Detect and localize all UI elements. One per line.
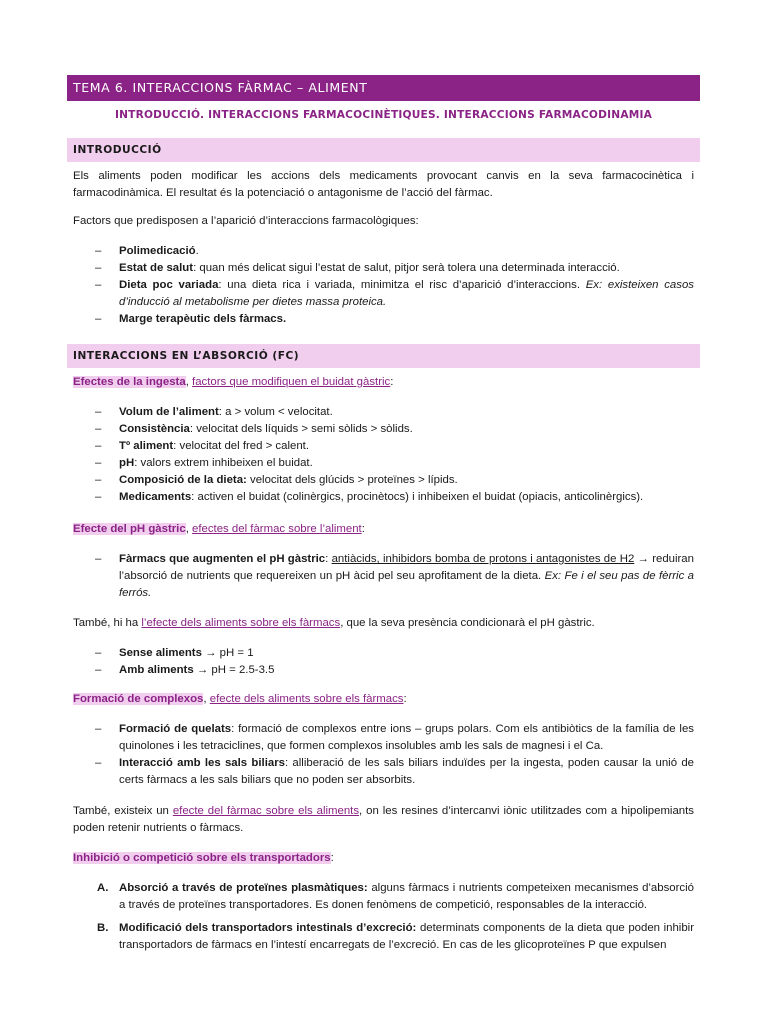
- list-item: – Marge terapèutic dels fàrmacs.: [73, 311, 694, 328]
- list-item: – Consistència: velocitat dels líquids > semi sòlids > sòlids.: [95, 423, 413, 435]
- transport-list: [73, 880, 694, 954]
- chapter-title: TEMA 6. INTERACCIONS FÀRMAC – ALIMENT: [67, 75, 700, 101]
- list-item: – Fàrmacs que augmenten el pH gàstric: antiàcids, inhibidors bomba de protons i antagonistes de H2 → reduiran l’absorció de nutrients que requereixen un pH àcid pel seu aprofitament de la dieta. Ex: Fe i el seu pas de fèrric a ferrós.: [95, 553, 694, 599]
- list-item: – Dieta poc variada: una dieta rica i variada, minimitza el risc d’aparició d’interaccions. Ex: existeixen casos d’inducció al metabolisme per dietes massa proteica.: [95, 279, 694, 308]
- list-item: – Polimedicació.: [73, 243, 694, 260]
- inline-link[interactable]: efecte del fàrmac sobre els aliments: [172, 805, 360, 817]
- ph-also-paragraph: També, hi ha l’efecte dels aliments sobre els fàrmacs, que la seva presència condicionarà el pH gàstric.: [73, 617, 595, 629]
- section-heading-absorcio: INTERACCIONS EN L’ABSORCIÓ (FC): [67, 344, 700, 368]
- intro-paragraph: Els aliments poden modificar les accions dels medicaments provocant canvis en la seva farmacocinètica i farmacodinàmica. El resultat és la potenciació o antagonisme de l’acció del fàrmac.: [73, 170, 694, 199]
- bullet-dash: –: [95, 313, 102, 325]
- ingesta-heading: Efectes de la ingesta, factors que modifiquen el buidat gàstric:: [73, 376, 394, 388]
- bullet-dash: –: [95, 245, 102, 257]
- highlight-label: Efectes de la ingesta: [73, 376, 186, 388]
- list-item: – Interacció amb les sals biliars: alliberació de les sals biliars induïdes per la ingesta, poden causar la unió de certs fàrmacs a les sals biliars que no poden ser absorbits.: [95, 757, 694, 786]
- highlight-label: Efecte del pH gàstric: [73, 523, 186, 535]
- inline-link[interactable]: l’efecte dels aliments sobre els fàrmacs: [141, 617, 341, 629]
- list-item: – Formació de quelats: formació de complexos entre ions – grups polars. Com els antibiòtics de la família de les quinolones i les tetraciclines, que formen complexos insolubles amb les sals de magnesi i el Ca.: [95, 723, 694, 752]
- list-item: – Medicaments: activen el buidat (colinèrgics, procinètocs) i inhibeixen el buidat (opiacis, anticolinèrgics).: [95, 491, 644, 503]
- list-item: – Composició de la dieta: velocitat dels glúcids > proteïnes > lípids.: [95, 474, 458, 486]
- ph-list: [73, 551, 694, 602]
- section-heading-introduccio: INTRODUCCIÓ: [67, 138, 700, 162]
- factors-list: [73, 243, 694, 328]
- inline-link[interactable]: efecte dels aliments sobre els fàrmacs: [209, 693, 404, 705]
- inline-link[interactable]: factors que modifiquen el buidat gàstric: [192, 376, 391, 388]
- list-item: A. Absorció a través de proteïnes plasmàtiques: alguns fàrmacs i nutrients competeixen mecanismes d’absorció a través de proteïnes transportadores. Es donen fenòmens de competició, responsables de la interacció.: [97, 882, 694, 911]
- list-item: – pH: valors extrem inhibeixen el buidat.: [95, 457, 313, 469]
- factors-lead: Factors que predisposen a l’aparició d’interaccions farmacològiques:: [73, 215, 419, 227]
- complexes-also-paragraph: També, existeix un efecte del fàrmac sobre els aliments, on les resines d’intercanvi iònic utilitzades com a hipolipemiants poden retenir nutrients o fàrmacs.: [73, 805, 694, 834]
- transport-heading: Inhibició o competició sobre els transportadors:: [73, 852, 334, 864]
- list-item: – Volum de l’aliment: a > volum < velocitat.: [95, 406, 333, 418]
- list-item: – Tº aliment: velocitat del fred > calent.: [95, 440, 309, 452]
- inline-link[interactable]: efectes del fàrmac sobre l’aliment: [192, 523, 362, 535]
- complexes-heading: Formació de complexos, efecte dels aliments sobre els fàrmacs:: [73, 693, 407, 705]
- bullet-dash: –: [95, 279, 102, 291]
- highlight-label: Inhibició o competició sobre els transportadors: [73, 852, 331, 864]
- bullet-dash: –: [95, 262, 102, 274]
- complexes-list: [73, 721, 694, 789]
- list-item: – Amb aliments → pH = 2.5-3.5: [95, 664, 275, 676]
- ph-cases-list: [73, 645, 694, 679]
- ph-heading: Efecte del pH gàstric, efectes del fàrmac sobre l’aliment:: [73, 523, 365, 535]
- list-item: – Estat de salut: quan més delicat sigui l’estat de salut, pitjor serà tolera una determinada interacció.: [73, 260, 694, 277]
- ingesta-list: [73, 404, 694, 506]
- chapter-subtitle: INTRODUCCIÓ. INTERACCIONS FARMACOCINÈTIQUES. INTERACCIONS FARMACODINAMIA: [114, 109, 653, 121]
- list-item: – Sense aliments → pH = 1: [95, 647, 254, 659]
- highlight-label: Formació de complexos: [73, 693, 204, 705]
- list-item: B. Modificació dels transportadors intestinals d’excreció: determinats components de la dieta que poden inhibir transportadors de fàrmacs en l’intestí encarregats de l’excreció. En cas de les glicoproteïnes P que expulsen: [97, 922, 694, 951]
